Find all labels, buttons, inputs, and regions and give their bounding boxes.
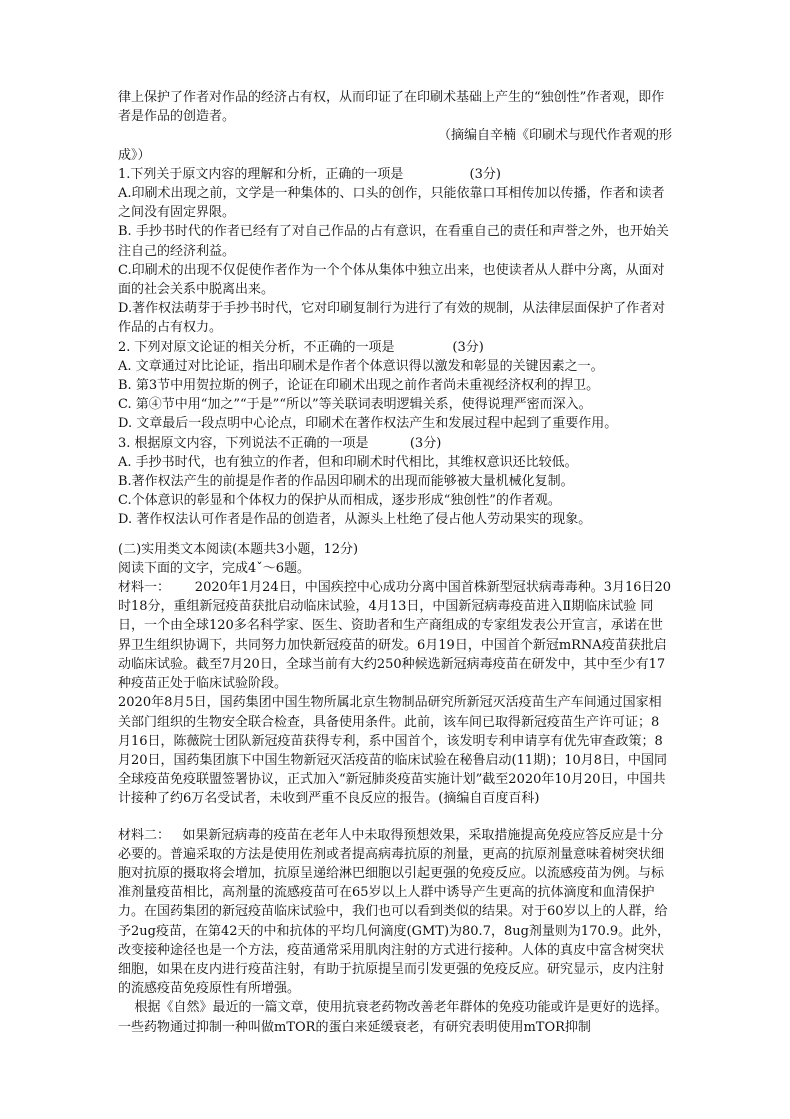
question-3-option-d: D. 著作权法认可作者是作品的创造者，从源头上杜绝了侵占他人劳动果实的现象。 bbox=[118, 512, 592, 528]
question-3-option-c: C.个体意识的彰显和个体权力的保护从而相成，逐步形成“独创性”的作者观。 bbox=[118, 493, 561, 509]
question-1-option-b: B. 手抄书时代的作者已经有了对自己作品的占有意识，在看重自己的责任和声誉之外，也开始关注自己的经济利益。 bbox=[118, 224, 669, 259]
question-3-option-a: A. 手抄书时代，也有独立的作者，但和印刷术时代相比，其维权意识还比较低。 bbox=[118, 454, 578, 470]
question-3: 3. 根据原文内容，下列说法不正确的一项是 (3分) bbox=[118, 435, 442, 451]
question-1-option-a: A.印刷术出现之前，文学是一种集体的、口头的创作，只能依靠口耳相传加以传播，作者和读者之间没有固定界限。 bbox=[118, 186, 665, 221]
source-citation: （摘编自辛楠《印刷术与现代作者观的形 bbox=[437, 128, 672, 144]
spacer bbox=[118, 530, 672, 540]
section-heading: (二)实用类文本阅读(本题共3小题，12分) bbox=[118, 541, 359, 557]
section-instruction: 阅读下面的文字，完成4ˇ～6题。 bbox=[118, 560, 311, 576]
paragraph-conclusion: 律上保护了作者对作品的经济占有权，从而印证了在印刷术基础上产生的“独创性”作者观，即作者是作品的创造者。 bbox=[118, 90, 665, 125]
question-1: 1.下列关于原文内容的理解和分析，正确的一项是 (3分) bbox=[118, 166, 501, 182]
material-1-para-2: 2020年8月5日，国药集团中国生物所属北京生物制品研究所新冠灭活疫苗生产车间通过国家相关部门组织的生物安全联合检查，具备使用条件。此前，该车间已取得新冠疫苗生产许可证；8月16日，陈薇院士团队新冠疫苗获得专利，系中国首个，该发明专利申请享有优先审查政策；8月20日，国药集团旗下中国生物新冠灭活疫苗的临床试验在秘鲁启动(11期)；10月8日，中国同全球疫苗免疫联盟签署协议，正式加入“新冠肺炎疫苗实施计划”截至2020年10月20日，中国共计接种了约6万名受试者，未收到严重不良反应的报告。(摘编自百度百科) bbox=[118, 695, 668, 807]
material-2-para-1: 材料二： 如果新冠病毒的疫苗在老年人中未取得预想效果，采取措施提高免疫应答反应是十分必要的。普遍采取的方法是使用佐剂或者提高病毒抗原的剂量，更高的抗原剂量意味着树突状细胞对抗原的摄取将会增加，抗原呈递给淋巴细胞以引起更强的免疫反应。以流感疫苗为例。与标准剂量疫苗相比，高剂量的流感疫苗可在65岁以上人群中诱导产生更高的抗体滴度和血清保护力。在国药集团的新冠疫苗临床试验中，我们也可以看到类似的结果。对于60岁以上的人群，给予2ug疫苗，在第42天的中和抗体的平均几何滴度(GMT)为80.7，8ug剂量则为170.9。此外，改变接种途径也是一个方法，疫苗通常采用肌肉注射的方式进行接种。人体的真皮中富含树突状细胞，如果在皮内进行疫苗注射，有助于抗原提呈而引发更强的免疫反应。研究显示，皮内注射的流感疫苗免疫原性有所增强。 bbox=[118, 827, 671, 997]
material-2-para-2: 根据《自然》最近的一篇文章，使用抗衰老药物改善老年群体的免疫功能或许是更好的选择。一些药物通过抑制一种叫做mTOR的蛋白来延缓衰老，有研究表明使用mTOR抑制 bbox=[118, 1000, 668, 1035]
material-1-para-1: 材料一： 2020年1月24日，中国疾控中心成功分离中国首株新型冠状病毒毒种。3月16日20时18分，重组新冠疫苗获批启动临床试验，4月13日，中国新冠病毒疫苗进入Ⅱ期临床试验 同日，一个由全球120多名科学家、医生、资助者和生产商组成的专家组发表公开宣言，承诺在世界卫生组织协调下，共同努力加快新冠疫苗的研发。6月19日，中国首个新冠mRNA疫苗获批启动临床试验。截至7月20日，全球当前有大约250种候选新冠病毒疫苗在研发中，其中至少有17种疫苗正处于临床试验阶段。 bbox=[118, 580, 672, 692]
source-citation-end: 成》） bbox=[118, 147, 151, 163]
question-2-option-b: B. 第3节中用贺拉斯的例子，论证在印刷术出现之前作者尚未重视经济权利的捍卫。 bbox=[118, 378, 600, 394]
question-2-option-a: A. 文章通过对比论证，指出印刷术是作者个体意识得以激发和彰显的关键因素之一。 bbox=[118, 358, 604, 374]
question-3-option-b: B.著作权法产生的前提是作者的作品因印刷术的出现而能够被大量机械化复制。 bbox=[118, 474, 574, 490]
question-2: 2. 下列对原文论证的相关分析，不正确的一项是 (3分) bbox=[118, 339, 484, 355]
question-2-option-d: D. 文章最后一段点明中心论点，印刷术在著作权法产生和发展过程中起到了重要作用。 bbox=[118, 416, 618, 432]
question-1-option-d: D.著作权法萌芽于手抄书时代，它对印刷复制行为进行了有效的规制，从法律层面保护了作者对作品的占有权力。 bbox=[118, 301, 666, 336]
spacer bbox=[118, 809, 672, 826]
question-1-option-c: C.印刷术的出现不仅促使作者作为一个个体从集体中独立出来，也使读者从人群中分离，从面对面的社会关系中脱离出来。 bbox=[118, 262, 665, 298]
question-2-option-c: C. 第④节中用“加之”“于是”“所以”等关联词表明逻辑关系，使得说理严密而深入。 bbox=[118, 397, 592, 413]
